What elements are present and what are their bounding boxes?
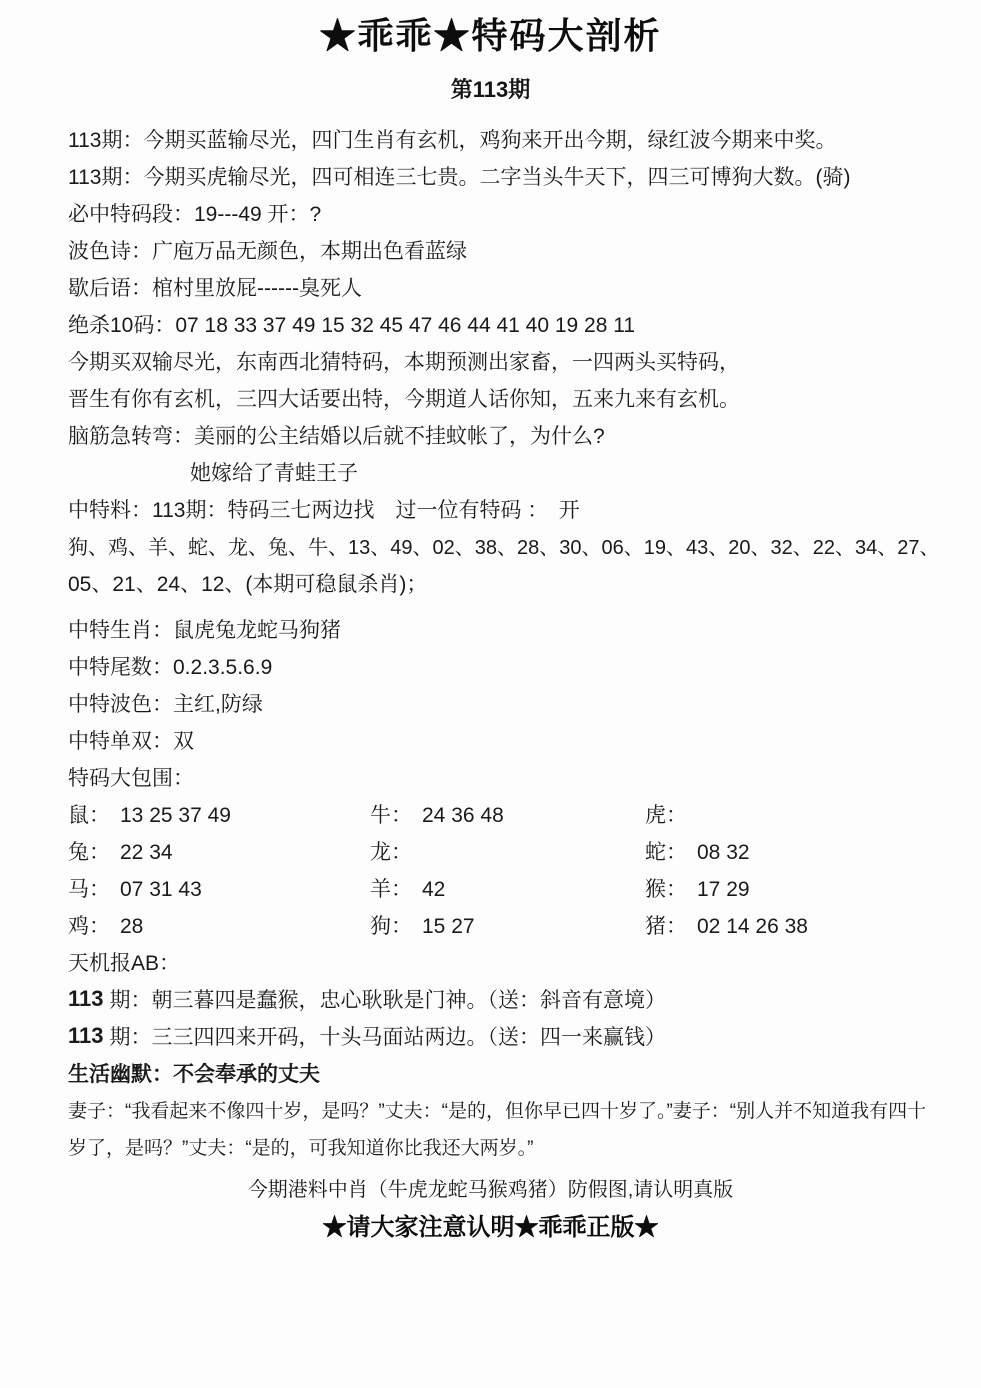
tianji-line-1 — [68, 980, 943, 1017]
page-title: ★乖乖★特码大剖析 — [319, 15, 662, 56]
zhongte-tail: 中特尾数：0.2.3.5.6.9 — [68, 655, 273, 679]
footer-brand: ★请大家注意认明★乖乖正版★ — [322, 1214, 659, 1241]
zodiac-cell — [370, 836, 645, 866]
zhongte-liao: 中特料：113期：特码三七两边找 过一位有特码 ： 开 — [68, 498, 580, 522]
zodiac-label: 蛇： — [645, 840, 687, 864]
prediction-line-1: 113期：今期买蓝输尽光，四门生肖有玄机，鸡狗来开出今期，绿红波今期来中奖。 — [68, 128, 837, 152]
zodiac-numbers: 22 34 — [120, 840, 173, 864]
double-verse-1: 今期买双输尽光，东南西北猜特码，本期预测出家畜，一四两头买特码， — [68, 350, 740, 374]
zodiac-cell — [645, 836, 943, 866]
zodiac-numbers: 15 27 — [422, 914, 475, 938]
zodiac-numbers: 13 25 37 49 — [120, 803, 231, 827]
double-verse-2: 晋生有你有玄机，三四大话要出特，今期道人话你知，五来九来有玄机。 — [68, 387, 740, 411]
zodiac-cell — [68, 799, 370, 829]
zodiac-numbers: 24 36 48 — [422, 803, 504, 827]
zhongte-oddeven: 中特单双：双 — [68, 729, 194, 753]
zodiac-label: 猪： — [645, 914, 687, 938]
zodiac-label: 猴： — [645, 877, 687, 901]
humor-line-1: 妻子：“我看起来不像四十岁，是吗？”丈夫：“是的，但你早已四十岁了。”妻子：“别人并不知道我有四十 — [68, 1101, 927, 1122]
zodiac-numbers: 28 — [120, 914, 144, 938]
zodiac-label: 鼠： — [68, 803, 110, 827]
zodiac-label: 龙： — [370, 840, 412, 864]
zodiac-cell — [68, 836, 370, 866]
zodiac-cell — [370, 910, 645, 940]
surround-row — [68, 869, 943, 906]
tianji-line-1-text: 期：朝三暮四是蠢猴，忠心耿耿是门神。（送：斜音有意境） — [109, 988, 666, 1012]
document-body — [68, 120, 943, 1165]
brain-teaser-answer: 她嫁给了青蛙王子 — [190, 461, 358, 485]
tianji-heading: 天机报AB： — [68, 951, 181, 975]
document-footer — [0, 1169, 981, 1243]
zodiac-label: 虎： — [645, 803, 687, 827]
surround-row — [68, 906, 943, 943]
zodiac-numbers: 08 32 — [697, 840, 750, 864]
zhongte-zodiac: 中特生肖：鼠虎兔龙蛇马狗猪 — [68, 618, 341, 642]
tianji-line-2 — [68, 1017, 943, 1054]
zodiac-cell — [645, 799, 943, 829]
humor-line-2: 岁了，是吗？”丈夫：“是的，可我知道你比我还大两岁。” — [68, 1138, 534, 1159]
humor-heading: 生活幽默：不会奉承的丈夫 — [68, 1062, 320, 1086]
zodiac-label: 鸡： — [68, 914, 110, 938]
zodiac-label: 狗： — [370, 914, 412, 938]
surround-heading: 特码大包围： — [68, 766, 194, 790]
zodiac-cell — [645, 873, 943, 903]
zodiac-numbers: 17 29 — [697, 877, 750, 901]
zodiac-label: 马： — [68, 877, 110, 901]
brain-teaser: 脑筋急转弯：美丽的公主结婚以后就不挂蚊帐了，为什么? — [68, 424, 605, 448]
kill-10-codes: 绝杀10码：07 18 33 37 49 15 32 45 47 46 44 41 40 19 28 11 — [68, 313, 636, 337]
issue-number: 第113期 — [450, 77, 531, 102]
zodiac-label: 羊： — [370, 877, 412, 901]
zodiac-cell — [68, 873, 370, 903]
zhongte-wave: 中特波色：主红,防绿 — [68, 692, 263, 716]
zodiac-numbers: 07 31 43 — [120, 877, 202, 901]
surround-row — [68, 832, 943, 869]
candidate-list-1: 狗、鸡、羊、蛇、龙、兔、牛、13、49、02、38、28、30、06、19、43、20、32、22、34、27、 — [68, 537, 940, 559]
zodiac-cell — [645, 910, 943, 940]
issue-num-bold: 113 — [68, 985, 104, 1011]
candidate-list-2: 05、21、24、12、(本期可稳鼠杀肖)； — [68, 572, 428, 596]
zodiac-cell — [370, 799, 645, 829]
zodiac-label: 兔： — [68, 840, 110, 864]
surround-row — [68, 795, 943, 832]
zodiac-label: 牛： — [370, 803, 412, 827]
footer-notice: 今期港料中肖（牛虎龙蛇马猴鸡猪）防假图,请认明真版 — [247, 1179, 734, 1201]
wave-color-poem: 波色诗：广庖万品无颜色，本期出色看蓝绿 — [68, 239, 467, 263]
zodiac-cell — [68, 910, 370, 940]
tianji-line-2-text: 期：三三四四来开码，十头马面站两边。（送：四一来赢钱） — [109, 1025, 666, 1049]
xiehouyu-line: 歇后语：棺村里放屁------臭死人 — [68, 276, 362, 300]
issue-num-bold: 113 — [68, 1022, 104, 1048]
must-hit-range: 必中特码段：19---49 开：? — [68, 202, 322, 226]
prediction-line-2: 113期：今期买虎输尽光，四可相连三七贵。二字当头牛天下，四三可博狗大数。(骑) — [68, 165, 851, 189]
zodiac-cell — [370, 873, 645, 903]
surround-table — [68, 795, 943, 943]
zodiac-numbers: 02 14 26 38 — [697, 914, 808, 938]
zodiac-numbers: 42 — [422, 877, 446, 901]
